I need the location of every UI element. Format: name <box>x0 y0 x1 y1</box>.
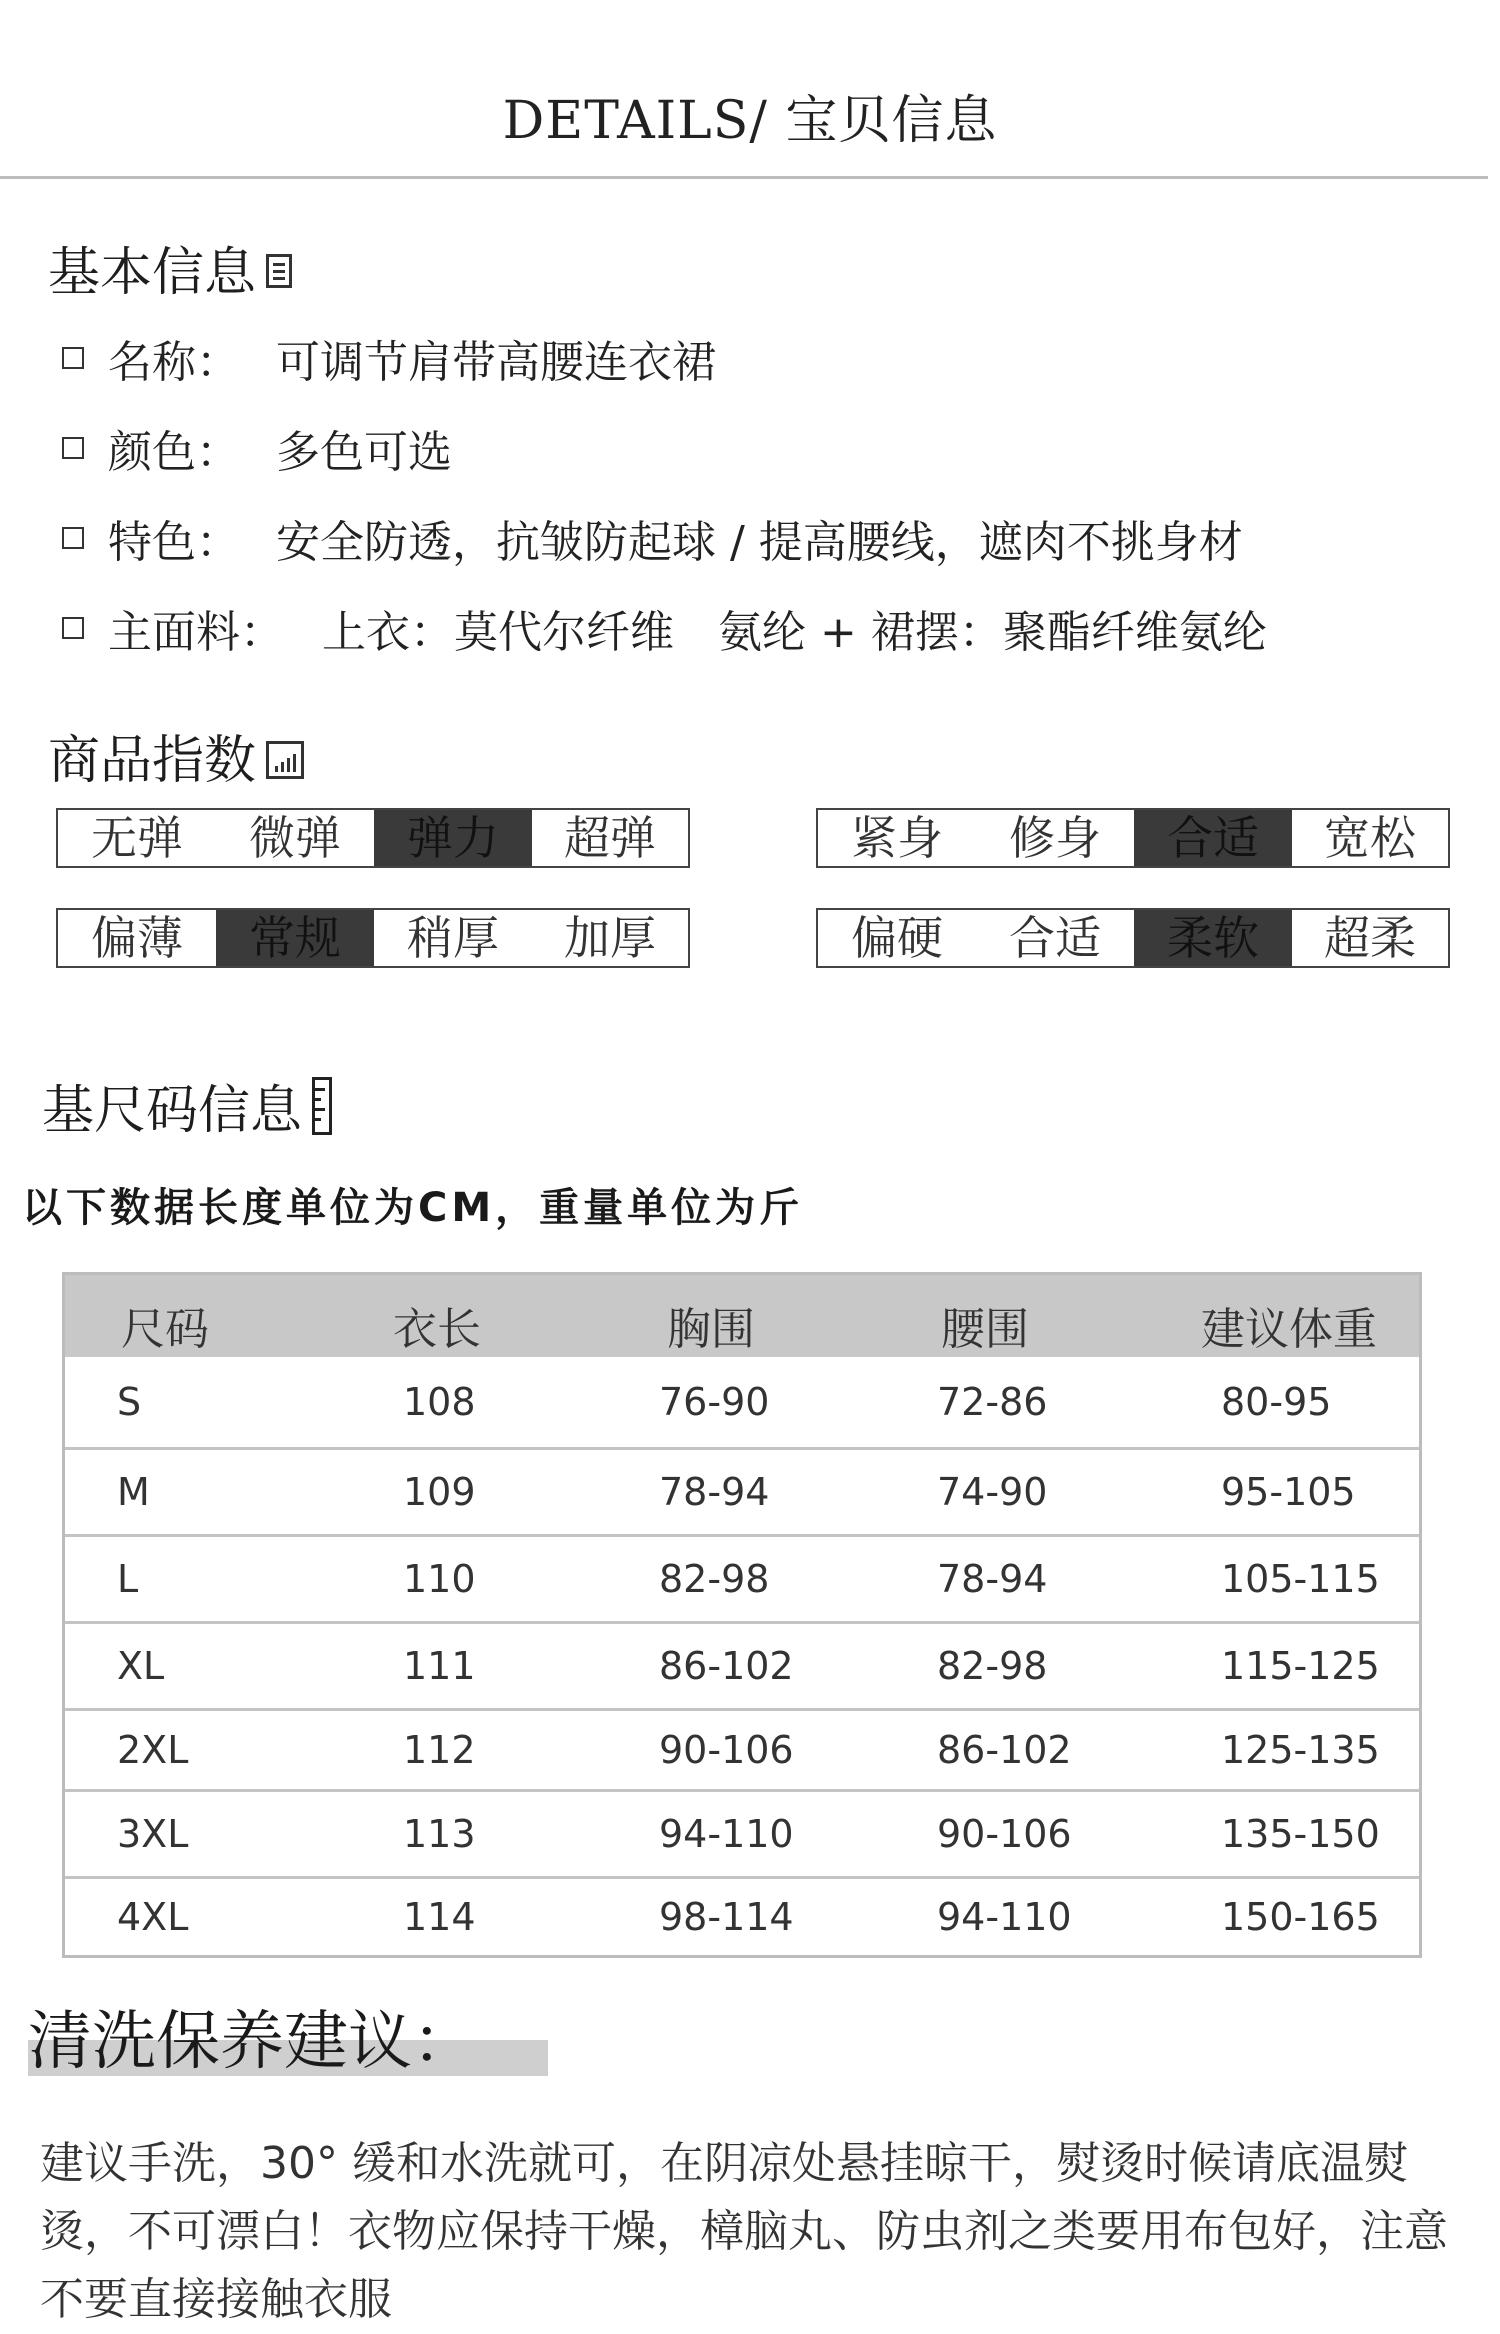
table-body <box>65 1357 1419 1955</box>
table-cell: 78-94 <box>659 1470 770 1514</box>
scale-option-3: 超柔 <box>1324 911 1416 965</box>
scale-option-2: 柔软 <box>1134 910 1292 966</box>
scale-option-2: 弹力 <box>374 810 532 866</box>
scale-option-1: 修身 <box>1009 811 1101 865</box>
table-cell: 72-86 <box>937 1380 1048 1424</box>
scale-option-2: 稍厚 <box>407 911 499 965</box>
table-cell: M <box>117 1470 150 1514</box>
care-text: 建议手洗，30° 缓和水洗就可，在阴凉处悬挂晾干，熨烫时候请底温熨烫，不可漂白！衣物应保持干燥，樟脑丸、防虫剂之类要用布包好，注意不要直接接触衣服 <box>40 2138 1448 2325</box>
info-row-color <box>62 416 452 480</box>
scale-option-0: 偏硬 <box>851 911 943 965</box>
table-cell: 94-110 <box>937 1895 1072 1939</box>
table-cell: 80-95 <box>1221 1380 1332 1424</box>
table-cell: 90-106 <box>659 1728 794 1772</box>
fit-scale <box>816 808 1450 868</box>
table-cell: 111 <box>403 1644 476 1688</box>
info-value: 安全防透，抗皱防起球 / 提高腰线，遮肉不挑身材 <box>276 517 1243 568</box>
header-waist: 腰围 <box>941 1304 1029 1355</box>
table-cell: 113 <box>403 1812 476 1856</box>
table-cell: 78-94 <box>937 1557 1048 1601</box>
info-row-feature <box>62 506 1243 570</box>
table-cell: 108 <box>403 1380 476 1424</box>
table-cell: 150-165 <box>1221 1895 1380 1939</box>
info-label: 特色： <box>108 517 240 568</box>
softness-scale <box>816 908 1450 968</box>
table-row <box>65 1621 1419 1708</box>
table-cell: 112 <box>403 1728 476 1772</box>
table-cell: 94-110 <box>659 1812 794 1856</box>
care-title: 清洗保养建议： <box>28 2005 476 2079</box>
checkbox-icon <box>62 437 84 459</box>
table-cell: 114 <box>403 1895 476 1939</box>
table-cell: 105-115 <box>1221 1557 1380 1601</box>
scale-option-2: 合适 <box>1134 810 1292 866</box>
thickness-scale <box>56 908 690 968</box>
ruler-icon <box>312 1077 332 1135</box>
document-icon <box>266 254 292 288</box>
table-row <box>65 1789 1419 1876</box>
table-cell: 76-90 <box>659 1380 770 1424</box>
unit-note: 以下数据长度单位为CM，重量单位为斤 <box>22 1185 804 1231</box>
page-title: DETAILS/ 宝贝信息 <box>502 91 998 151</box>
scale-option-3: 加厚 <box>564 911 656 965</box>
table-cell: L <box>117 1557 139 1601</box>
table-cell: 82-98 <box>659 1557 770 1601</box>
scale-option-3: 宽松 <box>1324 811 1416 865</box>
scale-option-0: 紧身 <box>851 811 943 865</box>
basic-info-title: 基本信息 <box>48 243 257 303</box>
product-index-section <box>48 718 304 793</box>
table-cell: 90-106 <box>937 1812 1072 1856</box>
table-cell: 82-98 <box>937 1644 1048 1688</box>
scale-option-1: 合适 <box>1009 911 1101 965</box>
scale-option-3: 超弹 <box>564 811 656 865</box>
table-cell: 109 <box>403 1470 476 1514</box>
info-value: 上衣：莫代尔纤维 氨纶 + 裙摆：聚酯纤维氨纶 <box>322 607 1267 658</box>
table-row <box>65 1708 1419 1789</box>
size-table <box>62 1272 1422 1958</box>
header-size: 尺码 <box>121 1304 209 1355</box>
info-label: 主面料： <box>108 607 284 658</box>
scale-option-0: 偏薄 <box>91 911 183 965</box>
product-index-title: 商品指数 <box>48 731 257 791</box>
table-row <box>65 1357 1419 1447</box>
header-divider <box>0 176 1488 179</box>
table-cell: 135-150 <box>1221 1812 1380 1856</box>
header-bust: 胸围 <box>667 1304 755 1355</box>
basic-info-section <box>48 230 292 305</box>
info-value: 多色可选 <box>276 427 452 478</box>
info-label: 名称： <box>108 337 240 388</box>
info-label: 颜色： <box>108 427 240 478</box>
header-length: 衣长 <box>393 1304 481 1355</box>
table-cell: 2XL <box>117 1728 189 1772</box>
scale-option-1: 微弹 <box>249 811 341 865</box>
scale-option-1: 常规 <box>216 910 374 966</box>
table-cell: 74-90 <box>937 1470 1048 1514</box>
table-row <box>65 1534 1419 1621</box>
info-value: 可调节肩带高腰连衣裙 <box>276 337 716 388</box>
table-cell: XL <box>117 1644 165 1688</box>
checkbox-icon <box>62 347 84 369</box>
table-cell: S <box>117 1380 142 1424</box>
table-cell: 98-114 <box>659 1895 794 1939</box>
header-weight: 建议体重 <box>1201 1304 1377 1355</box>
size-info-title: 基尺码信息 <box>42 1081 303 1141</box>
table-row <box>65 1876 1419 1955</box>
table-cell: 86-102 <box>659 1644 794 1688</box>
checkbox-icon <box>62 617 84 639</box>
bar-chart-icon <box>266 741 304 779</box>
scale-option-0: 无弹 <box>91 811 183 865</box>
table-row <box>65 1447 1419 1534</box>
info-row-name <box>62 326 716 390</box>
table-header <box>65 1275 1419 1357</box>
checkbox-icon <box>62 527 84 549</box>
info-row-fabric <box>62 596 1267 660</box>
size-info-section <box>42 1068 332 1143</box>
table-cell: 115-125 <box>1221 1644 1380 1688</box>
table-cell: 125-135 <box>1221 1728 1380 1772</box>
table-cell: 95-105 <box>1221 1470 1356 1514</box>
table-cell: 3XL <box>117 1812 189 1856</box>
table-cell: 86-102 <box>937 1728 1072 1772</box>
table-cell: 4XL <box>117 1895 189 1939</box>
table-cell: 110 <box>403 1557 476 1601</box>
elasticity-scale <box>56 808 690 868</box>
